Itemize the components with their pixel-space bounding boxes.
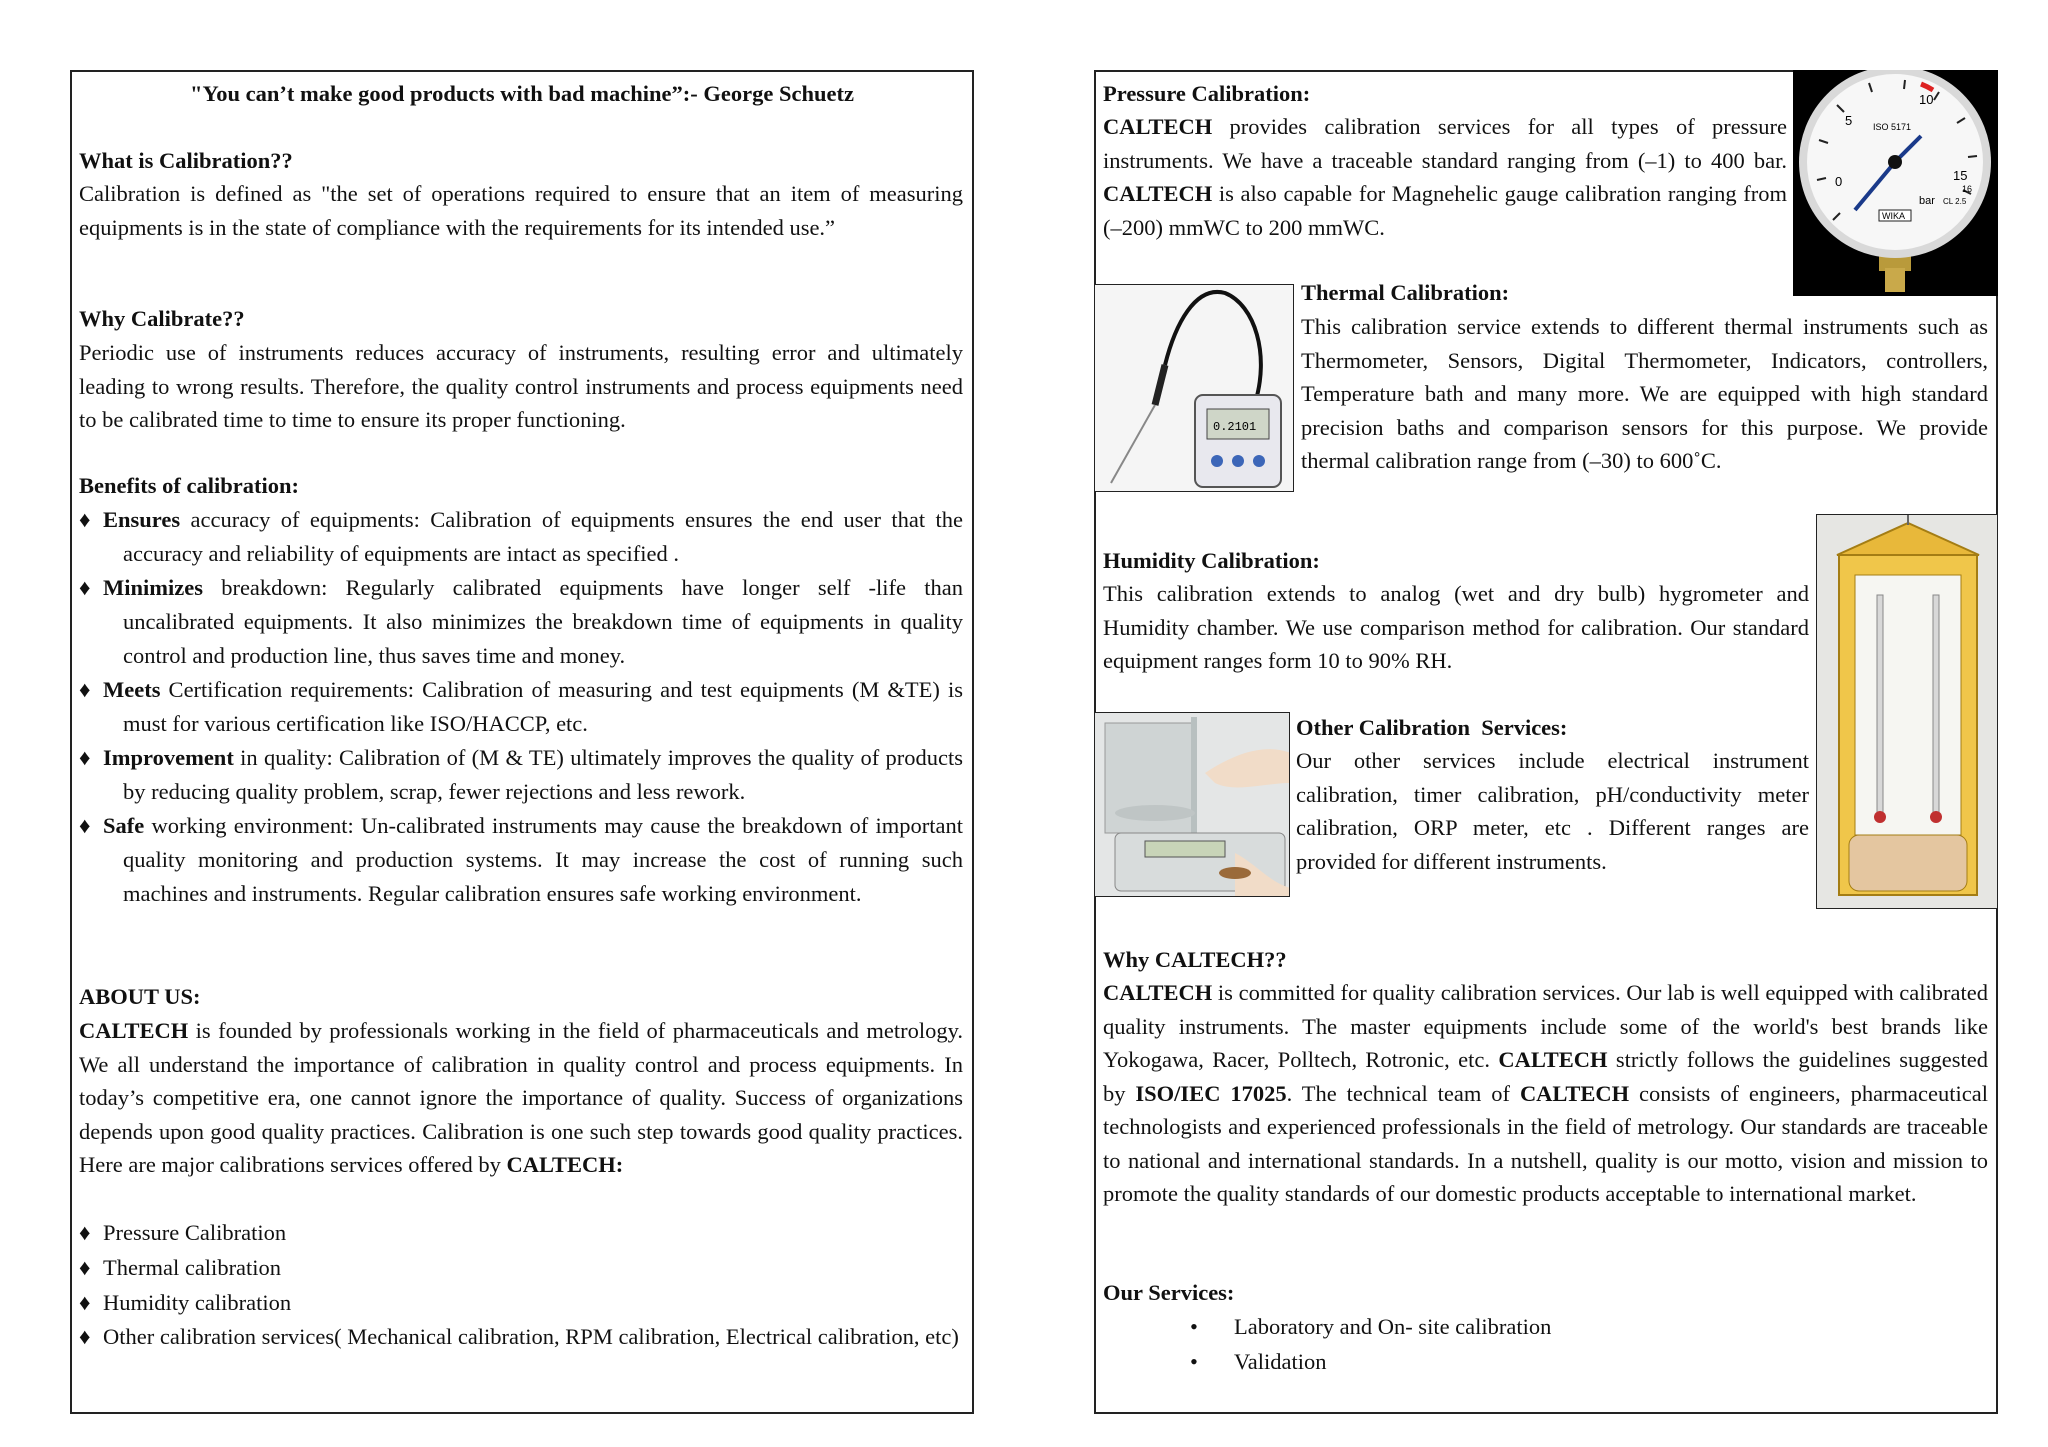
digital-thermometer-icon [1095, 285, 1294, 492]
diamond-icon: ♦ [79, 575, 91, 600]
benefit-text: Certification requirements: Calibration of measuring and test equipments (M &TE) is must for various certification like ISO/HACCP, etc. [123, 677, 963, 736]
other-text: Our other services include electrical instrument calibration, timer calibration, pH/conductivity meter calibration, ORP meter, etc . Different ranges are provided for different instruments. [1296, 748, 1809, 874]
about-body: is founded by professionals working in the field of pharmaceuticals and metrology. We all understand the importance of calibration in quality control and process equipments. In today’s competitive era, one cannot ignore the importance of quality. Success of organizations depends upon good quality practices. Calibration is one such step towards good quality practices. Here are major calibrations services offered by [79, 1018, 963, 1177]
benefits-list [79, 503, 963, 911]
svg-text:0.2101: 0.2101 [1213, 420, 1257, 434]
why-body-1: is committed for quality calibration services. Our lab is well equipped with calibrated quality instruments. The master equipments include some of the world's best brands like Yokogawa, Racer, Polltech, Rotronic, etc. [1103, 980, 1988, 1072]
about-heading: ABOUT US: [79, 984, 201, 1009]
service-text: Validation [1234, 1349, 1327, 1374]
svg-text:CL 2.5: CL 2.5 [1943, 197, 1967, 206]
service-item [79, 1250, 963, 1285]
svg-text:ISO 5171: ISO 5171 [1873, 122, 1912, 132]
why-brand-3: CALTECH [1519, 1080, 1630, 1106]
pressure-heading: Pressure Calibration: [1103, 81, 1311, 106]
thermal-heading: Thermal Calibration: [1301, 280, 1510, 305]
thermal-text: This calibration service extends to different thermal instruments such as Thermometer, Sensors, Digital Thermometer, Indicators, controllers, Temperature bath and many more. We are equipped with high standard precision baths and comparison sensors for this purpose. We provide thermal calibration range from (–30) to 600˚C. [1301, 314, 1988, 473]
svg-text:5: 5 [1845, 113, 1853, 128]
benefit-bold: Safe [103, 813, 145, 838]
pressure-brand: CALTECH [1103, 114, 1213, 139]
benefit-bold: Improvement [103, 745, 234, 770]
service-text: Other calibration services( Mechanical calibration, RPM calibration, Electrical calibration, etc) [103, 1324, 959, 1349]
quote: "You can’t make good products with bad machine”:- George Schuetz [190, 81, 854, 106]
benefit-text: breakdown: Regularly calibrated equipments have longer self -life than uncalibrated equipments. It also minimizes the breakdown time of equipments in quality control and production line, thus saves time and money. [123, 575, 963, 668]
benefit-item [79, 809, 963, 911]
pressure-brand-2: CALTECH [1103, 181, 1213, 206]
service-item [79, 1285, 963, 1320]
benefit-text: in quality: Calibration of (M & TE) ultimately improves the quality of products by reducing quality problem, scrap, fewer rejections and less rework. [123, 745, 963, 804]
pressure-text [1103, 110, 1787, 244]
svg-text:15: 15 [1953, 168, 1968, 183]
lab-balance-image [1094, 712, 1290, 897]
our-services-list [1190, 1310, 1790, 1380]
diamond-icon: ♦ [79, 745, 91, 770]
hygrometer-icon [1817, 515, 1998, 909]
service-item [1190, 1345, 1790, 1380]
what-heading: What is Calibration?? [79, 148, 293, 173]
why-text: Periodic use of instruments reduces accuracy of instruments, resulting error and ultimately leading to wrong results. Therefore, the quality control instruments and process equipments need to be calibrated time to time to ensure its proper functioning. [79, 340, 963, 432]
service-text: Thermal calibration [103, 1255, 282, 1280]
other-heading: Other Calibration Services: [1296, 715, 1568, 740]
diamond-icon: ♦ [79, 1220, 91, 1245]
about-brand-end: CALTECH: [506, 1152, 624, 1177]
why-body-2: strictly follows the guidelines suggested by [1103, 1047, 1988, 1106]
why-caltech-text [1103, 976, 1988, 1211]
pressure-body-2: is also capable for Magnehelic gauge calibration ranging from (–200) mmWC to 200 mmWC. [1103, 181, 1787, 240]
about-brand: CALTECH [79, 1018, 189, 1043]
diamond-icon: ♦ [79, 1290, 91, 1315]
diamond-icon: ♦ [79, 1255, 91, 1280]
benefit-bold: Minimizes [103, 575, 203, 600]
humidity-heading: Humidity Calibration: [1103, 548, 1320, 573]
benefit-item [79, 673, 963, 741]
svg-text:0: 0 [1835, 174, 1843, 189]
service-item [79, 1320, 963, 1354]
benefit-item [79, 741, 963, 809]
gauge-icon [1793, 70, 1998, 296]
why-brand: CALTECH [1103, 980, 1213, 1005]
benefit-bold: Meets [103, 677, 161, 702]
diamond-icon: ♦ [79, 507, 91, 532]
service-text: Pressure Calibration [103, 1220, 287, 1245]
benefit-bold: Ensures [103, 507, 181, 532]
about-text [79, 1014, 963, 1182]
pressure-body-1: provides calibration services for all types of pressure instruments. We have a traceable standard ranging from (–1) to 400 bar. [1103, 114, 1787, 173]
svg-text:10: 10 [1919, 92, 1934, 107]
pressure-gauge-image [1793, 70, 1998, 296]
why-caltech-heading: Why CALTECH?? [1103, 947, 1287, 972]
what-text: Calibration is defined as "the set of operations required to ensure that an item of measuring equipments is in the state of compliance with the requirements for its intended use.” [79, 181, 963, 240]
why-heading: Why Calibrate?? [79, 306, 245, 331]
benefit-item [79, 571, 963, 673]
svg-text:WIKA: WIKA [1882, 211, 1906, 221]
why-body-4: consists of engineers, pharmaceutical technologists and experienced professionals in the field of metrology. Our standards are traceable to national and international standards. In a nutshell, quality is our motto, vision and mission to promote the quality standards of our domestic products acceptable to international market. [1103, 1080, 1988, 1206]
svg-text:bar: bar [1919, 195, 1935, 207]
balance-icon [1095, 713, 1290, 897]
why-brand-2: CALTECH [1498, 1047, 1608, 1072]
benefit-text: working environment: Un-calibrated instruments may cause the breakdown of important quality monitoring and production systems. It may increase the cost of running such machines and instruments. Regular calibration ensures safe working environment. [123, 813, 963, 906]
diamond-icon: ♦ [79, 677, 91, 702]
service-item [79, 1215, 963, 1250]
svg-text:16: 16 [1962, 184, 1973, 194]
services-summary-list [79, 1215, 963, 1354]
thermometer-image [1094, 284, 1294, 492]
service-text: Humidity calibration [103, 1290, 292, 1315]
benefit-item [79, 503, 963, 571]
service-item [1190, 1310, 1790, 1345]
bullet-icon: • [1190, 1349, 1198, 1374]
bullet-icon: • [1190, 1314, 1198, 1339]
benefits-heading: Benefits of calibration: [79, 473, 299, 498]
hygrometer-image [1816, 514, 1998, 909]
service-text: Laboratory and On- site calibration [1234, 1314, 1552, 1339]
diamond-icon: ♦ [79, 813, 91, 838]
benefit-text: accuracy of equipments: Calibration of equipments ensures the end user that the accuracy and reliability of equipments are intact as specified . [123, 507, 963, 566]
diamond-icon: ♦ [79, 1324, 91, 1349]
why-body-3: . The technical team of [1286, 1080, 1520, 1106]
humidity-text: This calibration extends to analog (wet and dry bulb) hygrometer and Humidity chamber. We use comparison method for calibration. Our standard equipment ranges form 10 to 90% RH. [1103, 581, 1809, 673]
why-iso: ISO/IEC 17025 [1135, 1080, 1287, 1106]
our-services-heading: Our Services: [1103, 1280, 1235, 1305]
